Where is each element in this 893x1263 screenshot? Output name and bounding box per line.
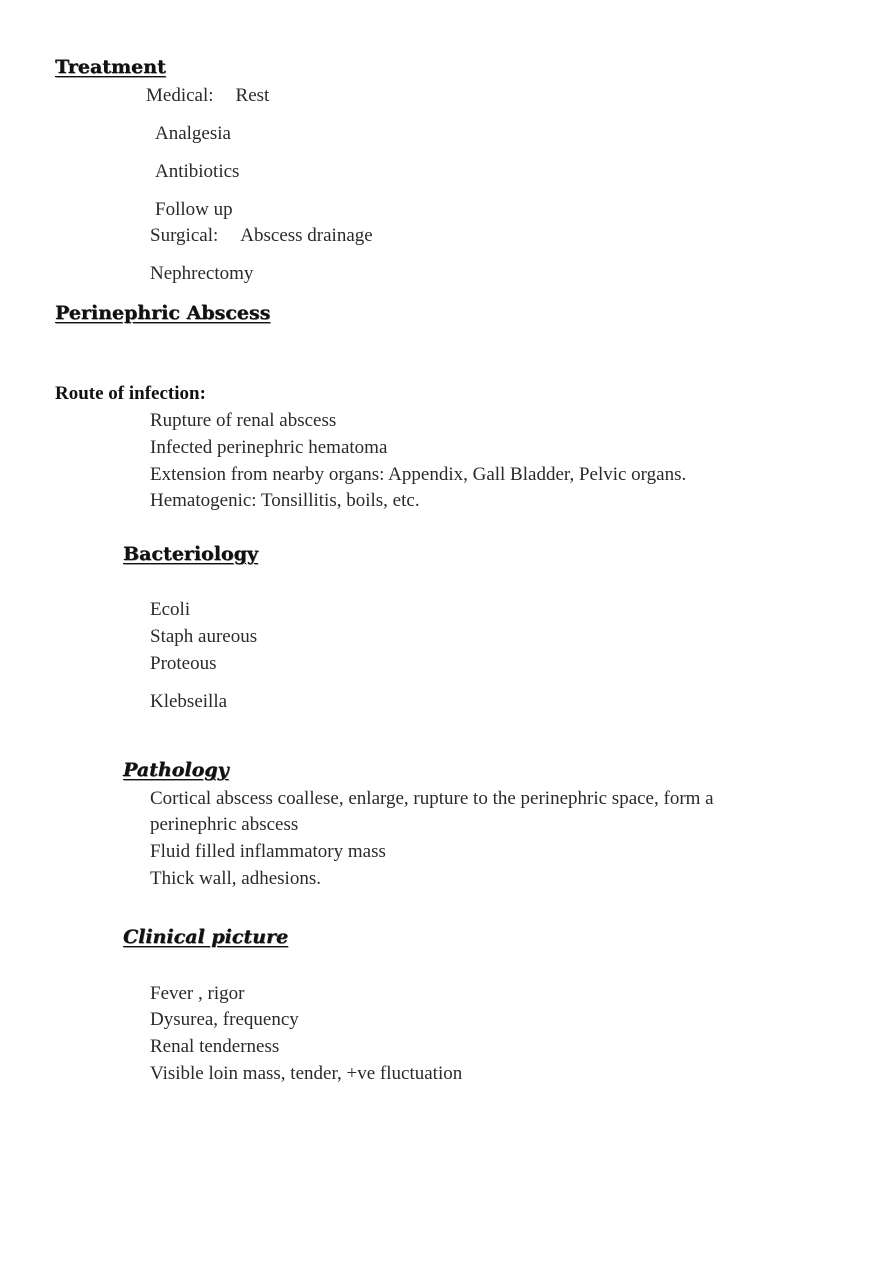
surgical-line (150, 225, 373, 247)
medical-item: Analgesia (155, 123, 231, 144)
medical-item: Rest (235, 85, 270, 106)
surgical-label: Surgical: (150, 225, 219, 246)
bacteria-item: Klebseilla (150, 691, 228, 712)
pathology-item: perinephric abscess (150, 814, 299, 835)
medical-item: Follow up (155, 199, 233, 220)
medical-item: Antibiotics (155, 161, 240, 182)
bacteria-item: Ecoli (150, 599, 191, 620)
surgical-item: Abscess drainage (240, 225, 373, 246)
perinephric-heading: Perinephric Abscess (55, 302, 271, 324)
route-item: Infected perinephric hematoma (150, 437, 388, 458)
treatment-heading: Treatment (55, 56, 166, 78)
pathology-item: Cortical abscess coallese, enlarge, rupture to the perinephric space, form a (150, 788, 714, 809)
clinical-item: Dysurea, frequency (150, 1009, 299, 1030)
surgical-item: Nephrectomy (150, 263, 254, 284)
bacteria-item: Proteous (150, 653, 217, 674)
route-item: Rupture of renal abscess (150, 410, 337, 431)
route-item: Hematogenic: Tonsillitis, boils, etc. (150, 490, 420, 511)
clinical-item: Fever , rigor (150, 983, 245, 1004)
clinical-item: Visible loin mass, tender, +ve fluctuation (150, 1063, 463, 1084)
pathology-item: Thick wall, adhesions. (150, 868, 321, 889)
bacteria-item: Staph aureous (150, 626, 258, 647)
pathology-item: Fluid filled inflammatory mass (150, 841, 386, 862)
route-item: Extension from nearby organs: Appendix, Gall Bladder, Pelvic organs. (150, 464, 687, 485)
pathology-heading: Pathology (123, 759, 229, 781)
medical-line (146, 85, 269, 107)
route-heading: Route of infection: (55, 383, 206, 404)
clinical-item: Renal tenderness (150, 1036, 280, 1057)
clinical-heading: Clinical picture (123, 926, 289, 948)
medical-label: Medical: (146, 85, 214, 106)
bacteriology-heading: Bacteriology (123, 543, 258, 565)
